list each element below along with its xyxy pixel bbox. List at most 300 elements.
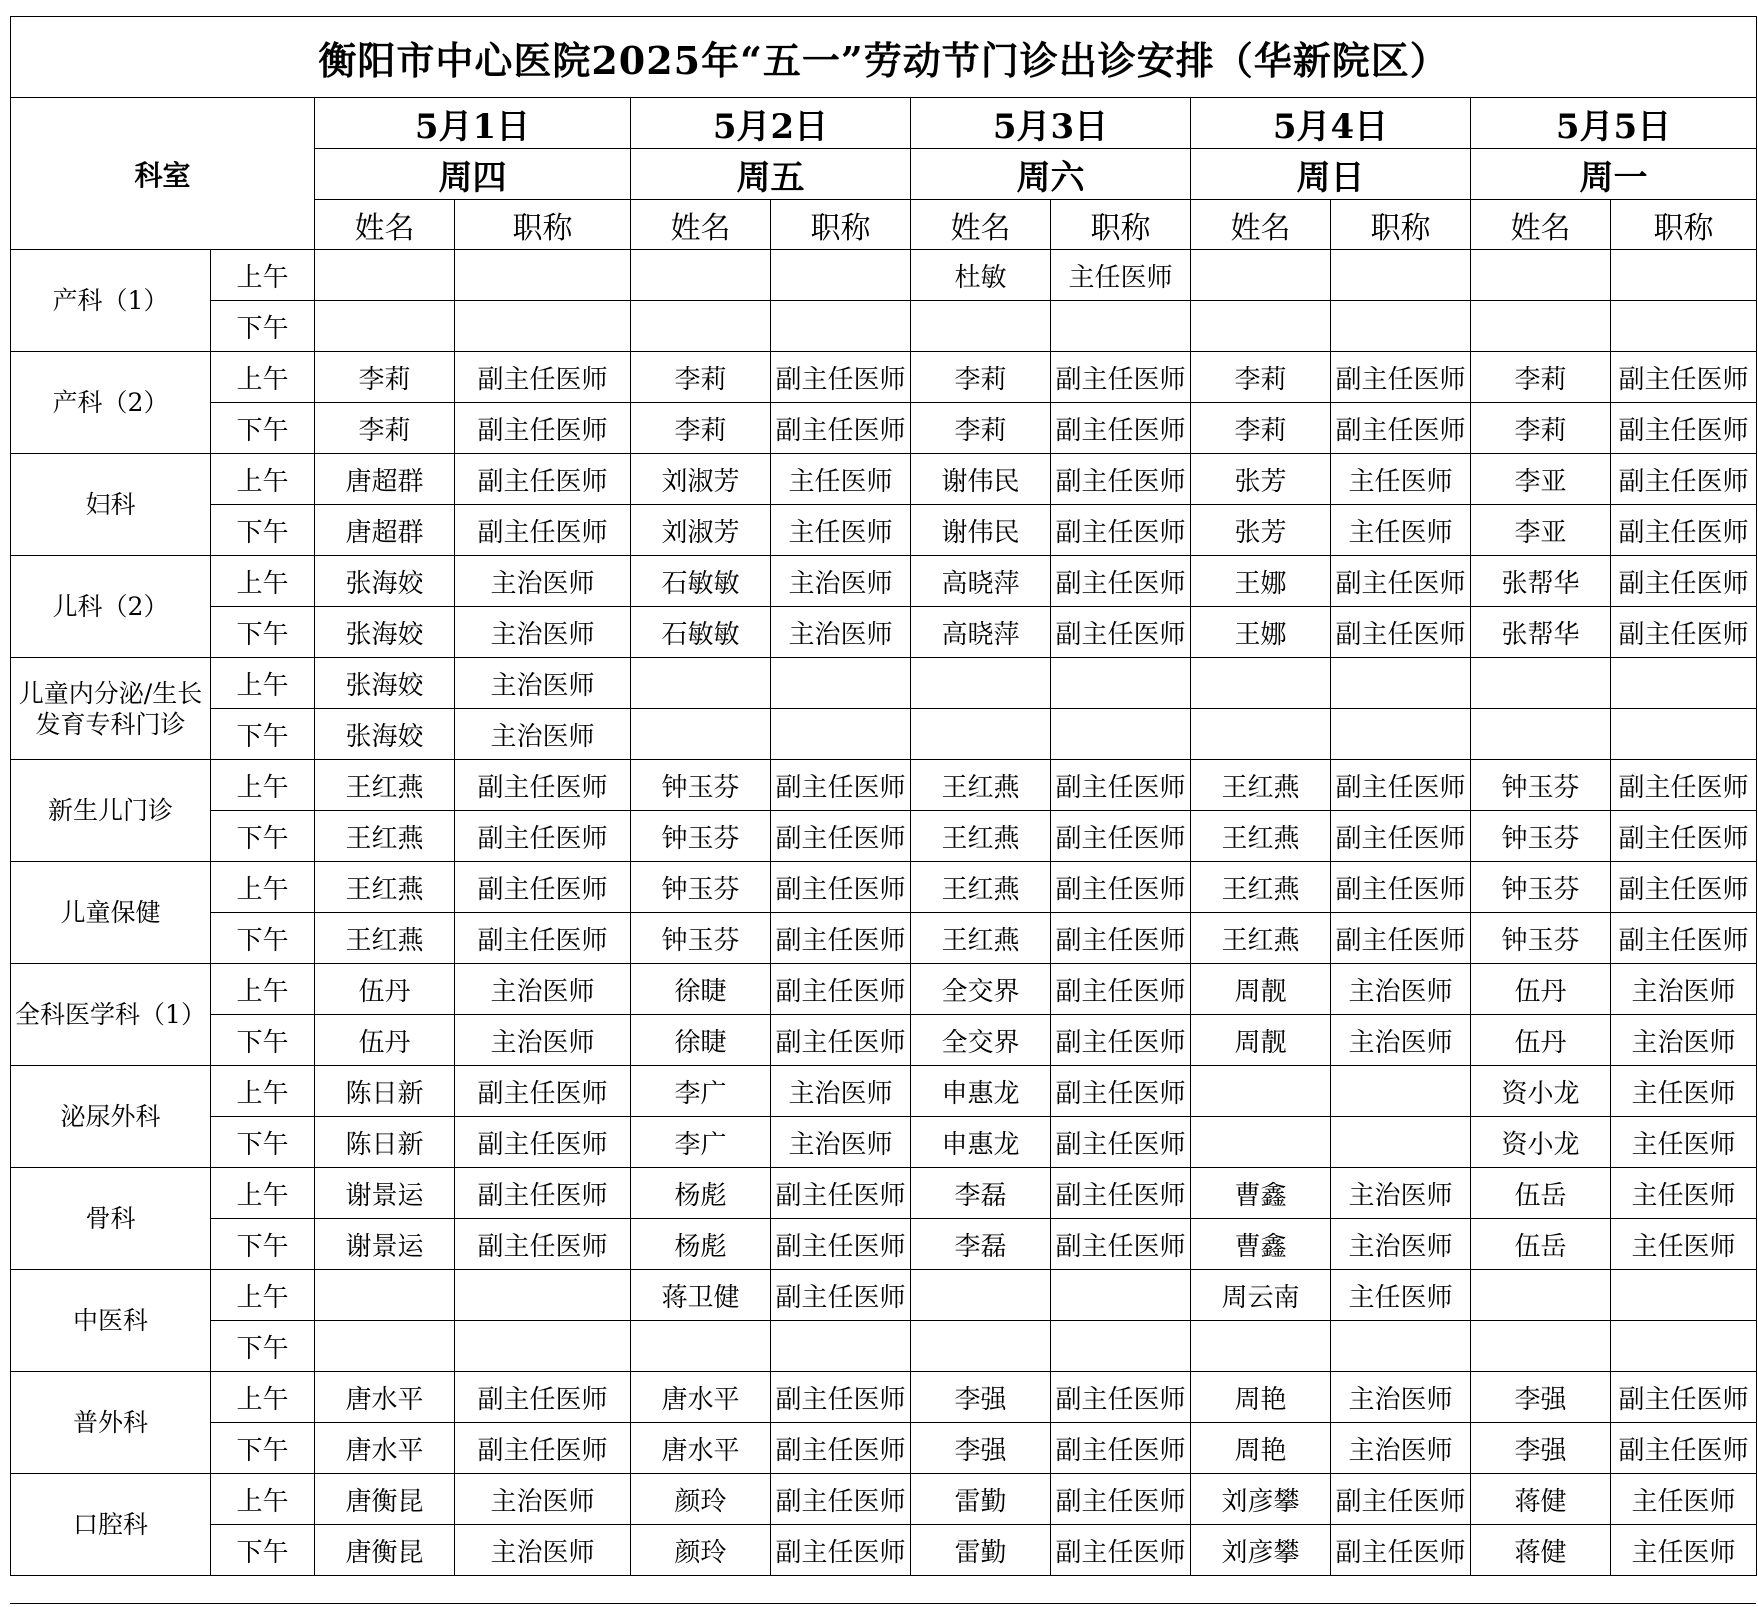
table-row xyxy=(11,1066,1757,1117)
doctor-title-cell: 副主任医师 xyxy=(771,352,911,403)
col-header-title: 职称 xyxy=(1051,200,1191,250)
doctor-name-cell: 周靓 xyxy=(1191,964,1331,1015)
dept-name: 妇科 xyxy=(11,454,211,556)
doctor-name-cell: 资小龙 xyxy=(1471,1066,1611,1117)
doctor-name-cell: 伍丹 xyxy=(1471,1015,1611,1066)
table-row xyxy=(11,352,1757,403)
doctor-title-cell xyxy=(1611,1321,1757,1372)
doctor-name-cell: 张海姣 xyxy=(315,556,455,607)
doctor-name-cell: 李莉 xyxy=(315,403,455,454)
doctor-title-cell: 副主任医师 xyxy=(1331,352,1471,403)
doctor-title-cell xyxy=(1611,658,1757,709)
doctor-name-cell: 申惠龙 xyxy=(911,1117,1051,1168)
doctor-name-cell xyxy=(631,301,771,352)
day-date: 5月1日 xyxy=(315,98,631,149)
doctor-title-cell: 副主任医师 xyxy=(1051,1219,1191,1270)
period-label: 下午 xyxy=(211,1219,315,1270)
period-label: 下午 xyxy=(211,1015,315,1066)
col-header-name: 姓名 xyxy=(631,200,771,250)
doctor-name-cell: 周艳 xyxy=(1191,1423,1331,1474)
col-header-name: 姓名 xyxy=(1471,200,1611,250)
doctor-name-cell: 钟玉芬 xyxy=(631,862,771,913)
doctor-name-cell: 蒋健 xyxy=(1471,1474,1611,1525)
doctor-title-cell: 主治医师 xyxy=(455,658,631,709)
doctor-title-cell xyxy=(1331,250,1471,301)
doctor-title-cell: 副主任医师 xyxy=(1051,1117,1191,1168)
table-row xyxy=(11,1270,1757,1321)
doctor-title-cell: 主治医师 xyxy=(1331,1372,1471,1423)
doctor-name-cell: 李强 xyxy=(911,1423,1051,1474)
doctor-name-cell: 伍岳 xyxy=(1471,1219,1611,1270)
doctor-name-cell xyxy=(631,709,771,760)
doctor-name-cell: 李磊 xyxy=(911,1168,1051,1219)
doctor-title-cell xyxy=(1051,709,1191,760)
doctor-name-cell: 王红燕 xyxy=(911,862,1051,913)
doctor-name-cell: 张海姣 xyxy=(315,709,455,760)
doctor-title-cell xyxy=(1051,301,1191,352)
table-row xyxy=(11,1423,1757,1474)
doctor-title-cell: 主治医师 xyxy=(455,1474,631,1525)
table-row xyxy=(11,1168,1757,1219)
doctor-title-cell xyxy=(1611,709,1757,760)
doctor-title-cell: 副主任医师 xyxy=(771,1372,911,1423)
doctor-name-cell: 李磊 xyxy=(911,1219,1051,1270)
doctor-title-cell: 副主任医师 xyxy=(771,913,911,964)
table-row xyxy=(11,301,1757,352)
doctor-name-cell: 周艳 xyxy=(1191,1372,1331,1423)
table-row xyxy=(11,862,1757,913)
doctor-title-cell xyxy=(1611,301,1757,352)
doctor-name-cell xyxy=(1191,658,1331,709)
doctor-title-cell: 副主任医师 xyxy=(455,454,631,505)
period-label: 上午 xyxy=(211,658,315,709)
table-row xyxy=(11,607,1757,658)
doctor-name-cell: 李莉 xyxy=(911,352,1051,403)
doctor-title-cell: 副主任医师 xyxy=(1051,454,1191,505)
doctor-name-cell: 李强 xyxy=(911,1372,1051,1423)
col-header-title: 职称 xyxy=(1611,200,1757,250)
doctor-name-cell: 周云南 xyxy=(1191,1270,1331,1321)
period-label: 下午 xyxy=(211,1525,315,1576)
day-weekday: 周一 xyxy=(1471,149,1757,200)
doctor-name-cell: 颜玲 xyxy=(631,1525,771,1576)
doctor-name-cell xyxy=(1191,250,1331,301)
doctor-title-cell: 副主任医师 xyxy=(771,1423,911,1474)
doctor-title-cell: 副主任医师 xyxy=(1331,1525,1471,1576)
col-header-name: 姓名 xyxy=(1191,200,1331,250)
doctor-title-cell xyxy=(771,301,911,352)
doctor-name-cell: 李广 xyxy=(631,1066,771,1117)
doctor-name-cell: 张芳 xyxy=(1191,505,1331,556)
dept-name: 普外科 xyxy=(11,1372,211,1474)
doctor-name-cell xyxy=(911,1321,1051,1372)
doctor-title-cell: 副主任医师 xyxy=(1611,811,1757,862)
doctor-title-cell: 主治医师 xyxy=(455,607,631,658)
dept-name: 儿童保健 xyxy=(11,862,211,964)
doctor-title-cell xyxy=(1051,658,1191,709)
doctor-name-cell: 王红燕 xyxy=(1191,913,1331,964)
doctor-title-cell: 副主任医师 xyxy=(455,352,631,403)
doctor-title-cell: 副主任医师 xyxy=(1051,1423,1191,1474)
doctor-name-cell: 蒋卫健 xyxy=(631,1270,771,1321)
doctor-title-cell: 主任医师 xyxy=(1611,1168,1757,1219)
doctor-name-cell: 唐超群 xyxy=(315,505,455,556)
doctor-title-cell: 副主任医师 xyxy=(771,964,911,1015)
period-label: 上午 xyxy=(211,352,315,403)
doctor-title-cell: 主任医师 xyxy=(1611,1117,1757,1168)
doctor-title-cell: 副主任医师 xyxy=(771,1168,911,1219)
period-label: 上午 xyxy=(211,1372,315,1423)
doctor-title-cell: 主治医师 xyxy=(455,1015,631,1066)
doctor-title-cell: 副主任医师 xyxy=(1051,505,1191,556)
doctor-name-cell: 李强 xyxy=(1471,1423,1611,1474)
day-date: 5月3日 xyxy=(911,98,1191,149)
doctor-name-cell: 刘彦攀 xyxy=(1191,1474,1331,1525)
doctor-name-cell: 李莉 xyxy=(1191,352,1331,403)
doctor-title-cell xyxy=(1331,1066,1471,1117)
table-row xyxy=(11,1219,1757,1270)
doctor-title-cell: 副主任医师 xyxy=(1051,1066,1191,1117)
period-label: 上午 xyxy=(211,1474,315,1525)
doctor-title-cell: 主治医师 xyxy=(1331,964,1471,1015)
day-date: 5月4日 xyxy=(1191,98,1471,149)
col-header-title: 职称 xyxy=(771,200,911,250)
doctor-title-cell: 副主任医师 xyxy=(455,1168,631,1219)
doctor-name-cell: 刘淑芳 xyxy=(631,454,771,505)
doctor-name-cell: 全交界 xyxy=(911,1015,1051,1066)
doctor-title-cell xyxy=(455,1321,631,1372)
table-row xyxy=(11,1525,1757,1576)
dept-name: 中医科 xyxy=(11,1270,211,1372)
doctor-title-cell: 副主任医师 xyxy=(1051,1525,1191,1576)
doctor-name-cell: 杜敏 xyxy=(911,250,1051,301)
doctor-title-cell xyxy=(1051,1270,1191,1321)
doctor-name-cell: 李强 xyxy=(1471,1372,1611,1423)
period-label: 上午 xyxy=(211,1168,315,1219)
doctor-title-cell: 副主任医师 xyxy=(1331,403,1471,454)
doctor-name-cell: 王红燕 xyxy=(1191,862,1331,913)
doctor-name-cell: 李莉 xyxy=(1191,403,1331,454)
doctor-title-cell: 副主任医师 xyxy=(1611,1372,1757,1423)
doctor-title-cell: 主任医师 xyxy=(1611,1066,1757,1117)
period-label: 下午 xyxy=(211,811,315,862)
table-row xyxy=(11,250,1757,301)
doctor-title-cell xyxy=(1331,709,1471,760)
period-label: 上午 xyxy=(211,964,315,1015)
doctor-name-cell: 高晓萍 xyxy=(911,607,1051,658)
doctor-name-cell: 徐睫 xyxy=(631,1015,771,1066)
doctor-name-cell: 颜玲 xyxy=(631,1474,771,1525)
doctor-name-cell xyxy=(1191,1066,1331,1117)
doctor-title-cell: 副主任医师 xyxy=(1331,913,1471,964)
doctor-name-cell: 陈日新 xyxy=(315,1066,455,1117)
table-row xyxy=(11,556,1757,607)
doctor-name-cell: 钟玉芬 xyxy=(1471,760,1611,811)
doctor-title-cell: 副主任医师 xyxy=(1051,1474,1191,1525)
doctor-name-cell xyxy=(315,1321,455,1372)
period-label: 下午 xyxy=(211,301,315,352)
period-label: 下午 xyxy=(211,505,315,556)
table-row xyxy=(11,709,1757,760)
doctor-name-cell: 石敏敏 xyxy=(631,556,771,607)
doctor-name-cell: 谢景运 xyxy=(315,1219,455,1270)
doctor-title-cell xyxy=(1051,1321,1191,1372)
doctor-name-cell xyxy=(1471,301,1611,352)
col-header-title: 职称 xyxy=(1331,200,1471,250)
doctor-name-cell xyxy=(631,658,771,709)
doctor-title-cell xyxy=(771,250,911,301)
doctor-title-cell: 主任医师 xyxy=(1331,454,1471,505)
day-weekday: 周五 xyxy=(631,149,911,200)
doctor-name-cell: 谢景运 xyxy=(315,1168,455,1219)
doctor-title-cell xyxy=(771,709,911,760)
doctor-title-cell xyxy=(1611,1270,1757,1321)
doctor-title-cell: 主治医师 xyxy=(1331,1015,1471,1066)
table-row xyxy=(11,1321,1757,1372)
doctor-name-cell xyxy=(911,709,1051,760)
doctor-name-cell: 王红燕 xyxy=(1191,760,1331,811)
dept-name: 泌尿外科 xyxy=(11,1066,211,1168)
doctor-title-cell: 副主任医师 xyxy=(771,1525,911,1576)
day-date: 5月2日 xyxy=(631,98,911,149)
schedule-sheet xyxy=(10,16,1757,1576)
doctor-title-cell: 副主任医师 xyxy=(1331,607,1471,658)
table-row xyxy=(11,505,1757,556)
doctor-name-cell: 伍丹 xyxy=(315,964,455,1015)
table-row xyxy=(11,760,1757,811)
doctor-name-cell: 王红燕 xyxy=(911,913,1051,964)
doctor-name-cell: 杨彪 xyxy=(631,1219,771,1270)
doctor-name-cell xyxy=(1191,301,1331,352)
doctor-name-cell: 李亚 xyxy=(1471,505,1611,556)
page-title: 衡阳市中心医院2025年“五一”劳动节门诊出诊安排（华新院区） xyxy=(11,17,1757,98)
doctor-title-cell: 副主任医师 xyxy=(1611,352,1757,403)
doctor-title-cell: 副主任医师 xyxy=(1331,760,1471,811)
doctor-name-cell: 李莉 xyxy=(1471,403,1611,454)
table-row xyxy=(11,964,1757,1015)
doctor-title-cell: 副主任医师 xyxy=(1051,760,1191,811)
doctor-title-cell: 副主任医师 xyxy=(771,862,911,913)
doctor-name-cell xyxy=(1471,1321,1611,1372)
doctor-title-cell xyxy=(771,1321,911,1372)
doctor-title-cell: 副主任医师 xyxy=(1331,811,1471,862)
col-header-title: 职称 xyxy=(455,200,631,250)
doctor-title-cell: 副主任医师 xyxy=(455,811,631,862)
doctor-name-cell xyxy=(1191,1321,1331,1372)
table-row xyxy=(11,913,1757,964)
dept-name: 儿科（2） xyxy=(11,556,211,658)
doctor-name-cell xyxy=(315,301,455,352)
doctor-title-cell xyxy=(455,250,631,301)
doctor-name-cell: 全交界 xyxy=(911,964,1051,1015)
doctor-title-cell xyxy=(1331,1321,1471,1372)
doctor-name-cell: 唐水平 xyxy=(631,1423,771,1474)
doctor-title-cell: 副主任医师 xyxy=(771,811,911,862)
doctor-title-cell: 主任医师 xyxy=(1051,250,1191,301)
doctor-title-cell: 副主任医师 xyxy=(1051,1168,1191,1219)
doctor-title-cell: 主治医师 xyxy=(1331,1423,1471,1474)
doctor-name-cell: 唐水平 xyxy=(315,1423,455,1474)
doctor-name-cell: 石敏敏 xyxy=(631,607,771,658)
doctor-title-cell xyxy=(455,301,631,352)
doctor-title-cell: 主任医师 xyxy=(1331,505,1471,556)
doctor-name-cell: 伍岳 xyxy=(1471,1168,1611,1219)
doctor-name-cell: 唐水平 xyxy=(315,1372,455,1423)
doctor-name-cell xyxy=(315,250,455,301)
col-header-name: 姓名 xyxy=(911,200,1051,250)
doctor-title-cell: 副主任医师 xyxy=(771,403,911,454)
doctor-name-cell: 唐衡昆 xyxy=(315,1474,455,1525)
doctor-name-cell xyxy=(631,250,771,301)
doctor-name-cell: 钟玉芬 xyxy=(631,760,771,811)
doctor-name-cell: 伍丹 xyxy=(315,1015,455,1066)
col-header-name: 姓名 xyxy=(315,200,455,250)
table-row xyxy=(11,1015,1757,1066)
doctor-name-cell xyxy=(631,1321,771,1372)
period-label: 上午 xyxy=(211,760,315,811)
doctor-title-cell: 副主任医师 xyxy=(455,760,631,811)
doctor-title-cell: 副主任医师 xyxy=(771,1270,911,1321)
doctor-name-cell: 钟玉芬 xyxy=(631,913,771,964)
dept-header: 科室 xyxy=(11,98,315,250)
doctor-name-cell: 申惠龙 xyxy=(911,1066,1051,1117)
period-label: 下午 xyxy=(211,607,315,658)
doctor-title-cell: 副主任医师 xyxy=(1611,607,1757,658)
doctor-title-cell xyxy=(1331,658,1471,709)
doctor-name-cell: 钟玉芬 xyxy=(1471,862,1611,913)
doctor-title-cell: 副主任医师 xyxy=(1051,607,1191,658)
doctor-title-cell: 副主任医师 xyxy=(771,1219,911,1270)
doctor-title-cell: 副主任医师 xyxy=(455,1117,631,1168)
doctor-name-cell: 张帮华 xyxy=(1471,607,1611,658)
doctor-title-cell: 主治医师 xyxy=(771,607,911,658)
doctor-name-cell: 王红燕 xyxy=(315,760,455,811)
table-row xyxy=(11,1372,1757,1423)
doctor-name-cell: 李莉 xyxy=(911,403,1051,454)
table-row xyxy=(11,1117,1757,1168)
doctor-name-cell: 李亚 xyxy=(1471,454,1611,505)
doctor-name-cell: 刘彦攀 xyxy=(1191,1525,1331,1576)
doctor-title-cell: 主治医师 xyxy=(771,1066,911,1117)
table-row xyxy=(11,1474,1757,1525)
doctor-name-cell xyxy=(1471,250,1611,301)
doctor-title-cell: 主治医师 xyxy=(1331,1219,1471,1270)
period-label: 上午 xyxy=(211,250,315,301)
doctor-title-cell: 主治医师 xyxy=(1611,1015,1757,1066)
dept-name: 儿童内分泌/生长发育专科门诊 xyxy=(11,658,211,760)
doctor-title-cell: 副主任医师 xyxy=(1611,556,1757,607)
doctor-title-cell: 主治医师 xyxy=(1331,1168,1471,1219)
doctor-title-cell: 主治医师 xyxy=(455,556,631,607)
doctor-name-cell: 李莉 xyxy=(1471,352,1611,403)
doctor-title-cell: 副主任医师 xyxy=(1051,1372,1191,1423)
doctor-name-cell: 王红燕 xyxy=(911,811,1051,862)
doctor-title-cell: 主任医师 xyxy=(771,505,911,556)
bottom-rule xyxy=(10,1603,1756,1604)
doctor-title-cell xyxy=(455,1270,631,1321)
doctor-name-cell: 王红燕 xyxy=(315,913,455,964)
doctor-title-cell: 主治医师 xyxy=(455,709,631,760)
doctor-title-cell: 主治医师 xyxy=(455,964,631,1015)
doctor-title-cell: 副主任医师 xyxy=(455,1219,631,1270)
period-label: 上午 xyxy=(211,862,315,913)
doctor-title-cell: 主任医师 xyxy=(1331,1270,1471,1321)
doctor-title-cell: 副主任医师 xyxy=(1611,862,1757,913)
period-label: 上午 xyxy=(211,1270,315,1321)
doctor-name-cell: 李莉 xyxy=(315,352,455,403)
doctor-name-cell: 王红燕 xyxy=(1191,811,1331,862)
period-label: 上午 xyxy=(211,1066,315,1117)
doctor-title-cell: 主任医师 xyxy=(771,454,911,505)
doctor-name-cell: 张帮华 xyxy=(1471,556,1611,607)
period-label: 上午 xyxy=(211,454,315,505)
doctor-title-cell xyxy=(1331,1117,1471,1168)
doctor-name-cell: 李莉 xyxy=(631,352,771,403)
schedule-table xyxy=(10,16,1757,1576)
doctor-name-cell: 周靓 xyxy=(1191,1015,1331,1066)
doctor-title-cell: 副主任医师 xyxy=(1051,403,1191,454)
doctor-name-cell xyxy=(1471,658,1611,709)
doctor-name-cell: 曹鑫 xyxy=(1191,1219,1331,1270)
doctor-title-cell: 副主任医师 xyxy=(1611,913,1757,964)
doctor-name-cell xyxy=(1471,1270,1611,1321)
doctor-name-cell: 钟玉芬 xyxy=(1471,811,1611,862)
doctor-name-cell: 王红燕 xyxy=(911,760,1051,811)
period-label: 下午 xyxy=(211,1321,315,1372)
dept-name: 产科（2） xyxy=(11,352,211,454)
dept-name: 全科医学科（1） xyxy=(11,964,211,1066)
doctor-name-cell: 刘淑芳 xyxy=(631,505,771,556)
doctor-title-cell: 副主任医师 xyxy=(1051,352,1191,403)
day-weekday: 周四 xyxy=(315,149,631,200)
doctor-title-cell: 副主任医师 xyxy=(1611,505,1757,556)
doctor-name-cell: 高晓萍 xyxy=(911,556,1051,607)
doctor-name-cell: 王娜 xyxy=(1191,556,1331,607)
doctor-name-cell: 钟玉芬 xyxy=(631,811,771,862)
doctor-name-cell xyxy=(315,1270,455,1321)
dept-name: 口腔科 xyxy=(11,1474,211,1576)
doctor-title-cell xyxy=(771,658,911,709)
doctor-name-cell: 张海姣 xyxy=(315,607,455,658)
doctor-title-cell: 副主任医师 xyxy=(1051,913,1191,964)
doctor-title-cell: 副主任医师 xyxy=(455,505,631,556)
doctor-name-cell xyxy=(911,658,1051,709)
doctor-title-cell xyxy=(1611,250,1757,301)
day-weekday: 周六 xyxy=(911,149,1191,200)
period-label: 下午 xyxy=(211,913,315,964)
doctor-title-cell: 副主任医师 xyxy=(1611,403,1757,454)
doctor-name-cell: 王红燕 xyxy=(315,862,455,913)
doctor-name-cell: 李莉 xyxy=(631,403,771,454)
doctor-name-cell: 王红燕 xyxy=(315,811,455,862)
doctor-name-cell: 王娜 xyxy=(1191,607,1331,658)
doctor-title-cell: 副主任医师 xyxy=(455,913,631,964)
doctor-title-cell: 副主任医师 xyxy=(1331,556,1471,607)
doctor-title-cell: 主治医师 xyxy=(1611,964,1757,1015)
period-label: 下午 xyxy=(211,1117,315,1168)
doctor-name-cell: 陈日新 xyxy=(315,1117,455,1168)
doctor-title-cell: 副主任医师 xyxy=(1051,556,1191,607)
dept-name: 产科（1） xyxy=(11,250,211,352)
doctor-name-cell xyxy=(911,301,1051,352)
doctor-name-cell: 唐衡昆 xyxy=(315,1525,455,1576)
table-row xyxy=(11,658,1757,709)
doctor-name-cell: 伍丹 xyxy=(1471,964,1611,1015)
doctor-name-cell xyxy=(1191,709,1331,760)
doctor-name-cell: 钟玉芬 xyxy=(1471,913,1611,964)
doctor-title-cell: 副主任医师 xyxy=(1611,1423,1757,1474)
doctor-title-cell: 副主任医师 xyxy=(455,1372,631,1423)
